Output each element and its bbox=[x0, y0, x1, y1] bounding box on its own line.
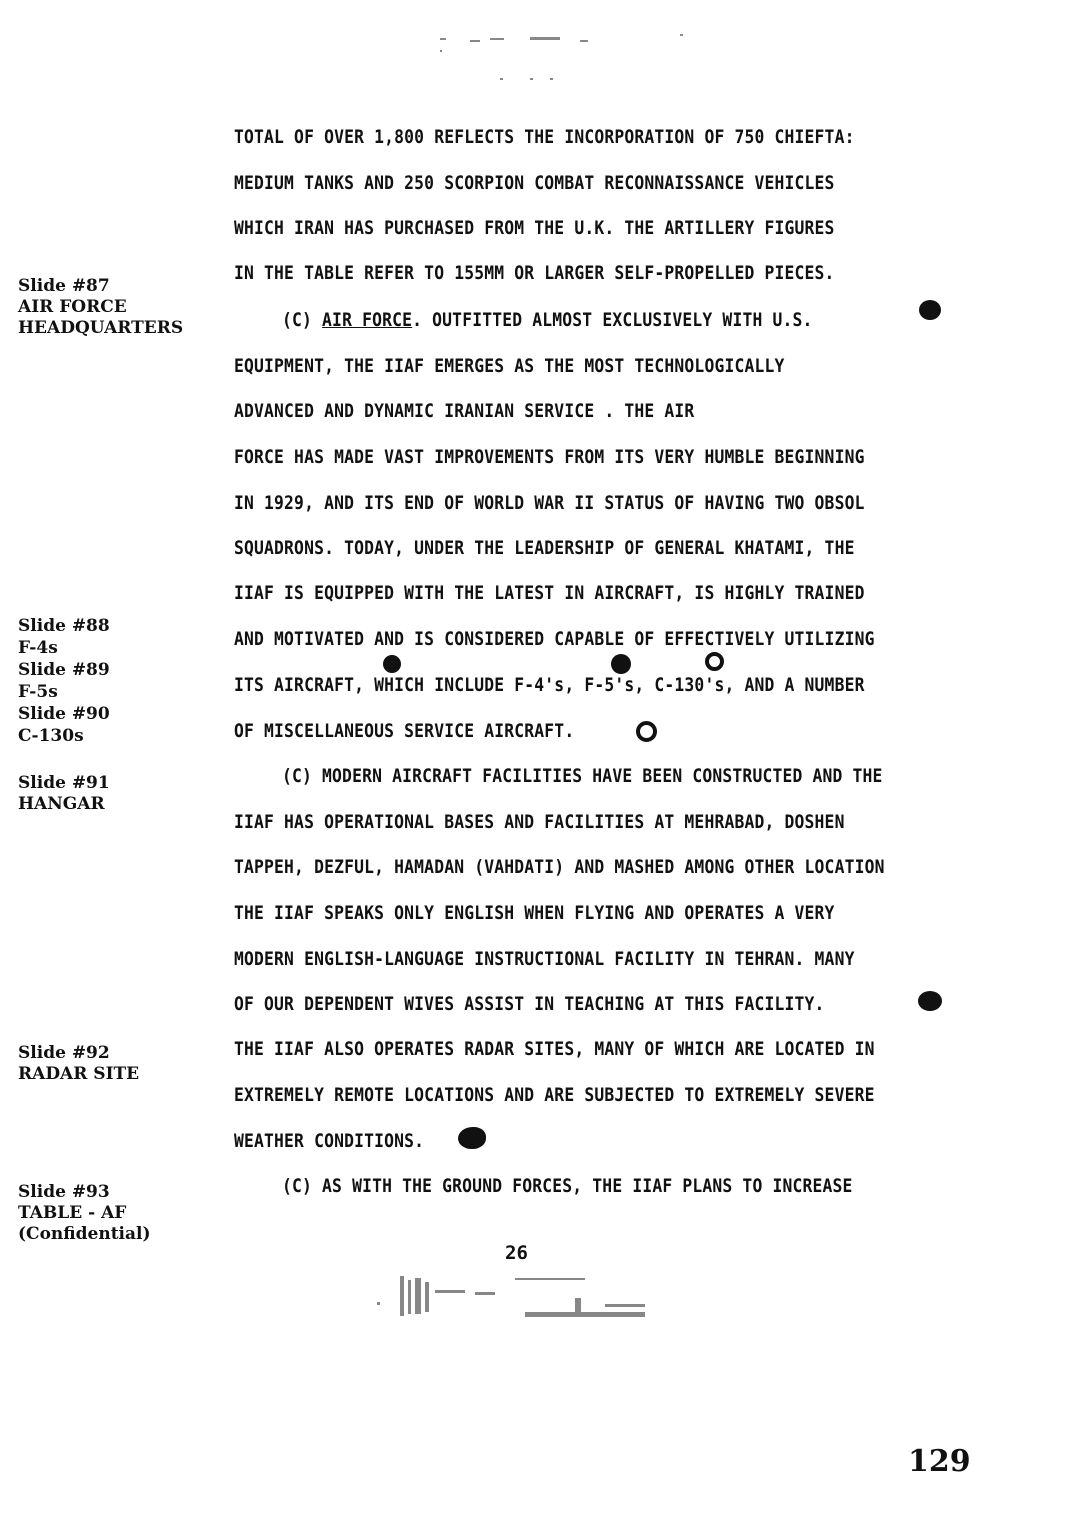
body-line: IIAF HAS OPERATIONAL BASES AND FACILITIES AT MEHRABAD, DOSHEN bbox=[234, 811, 845, 833]
margin-note-line: AIR FORCE bbox=[18, 297, 127, 317]
slide-cue-dot-icon bbox=[918, 991, 942, 1011]
body-line: ITS AIRCRAFT, WHICH INCLUDE F-4's, F-5's, C-130's, AND A NUMBER bbox=[234, 674, 865, 696]
margin-note-slide-91 bbox=[18, 773, 110, 815]
slide-cue-ring-icon bbox=[636, 721, 657, 742]
margin-note-line: HANGAR bbox=[18, 794, 105, 814]
margin-note-line: Slide #92 bbox=[18, 1043, 110, 1063]
margin-note-line: TABLE - AF bbox=[18, 1203, 127, 1223]
margin-note-line: Slide #91 bbox=[18, 773, 110, 793]
body-line: MODERN ENGLISH-LANGUAGE INSTRUCTIONAL FACILITY IN TEHRAN. MANY bbox=[234, 948, 855, 970]
para-classification: (C) bbox=[282, 309, 323, 331]
margin-note-slides-88-90 bbox=[18, 615, 110, 747]
margin-note-line: Slide #89 bbox=[18, 660, 110, 680]
page-number: 26 bbox=[505, 1242, 528, 1264]
margin-note-line: Slide #87 bbox=[18, 276, 110, 296]
slide-cue-dot-icon bbox=[383, 655, 401, 673]
slide-cue-ring-icon bbox=[705, 652, 724, 671]
body-line: OF OUR DEPENDENT WIVES ASSIST IN TEACHING AT THIS FACILITY. bbox=[234, 993, 825, 1015]
faded-stamp-icon bbox=[375, 1268, 665, 1328]
body-line: THE IIAF SPEAKS ONLY ENGLISH WHEN FLYING AND OPERATES A VERY bbox=[234, 902, 835, 924]
body-line: THE IIAF ALSO OPERATES RADAR SITES, MANY OF WHICH ARE LOCATED IN bbox=[234, 1038, 875, 1060]
body-line: MEDIUM TANKS AND 250 SCORPION COMBAT RECONNAISSANCE VEHICLES bbox=[234, 172, 835, 194]
margin-note-slide-92 bbox=[18, 1043, 139, 1085]
margin-note-line: Slide #88 bbox=[18, 616, 110, 636]
margin-note-line: (Confidential) bbox=[18, 1224, 151, 1244]
body-line: IN THE TABLE REFER TO 155MM OR LARGER SELF-PROPELLED PIECES. bbox=[234, 262, 835, 284]
margin-note-line: HEADQUARTERS bbox=[18, 318, 184, 338]
margin-note-line: F-4s bbox=[18, 638, 58, 658]
slide-cue-dot-icon bbox=[458, 1127, 486, 1149]
body-line: WHICH IRAN HAS PURCHASED FROM THE U.K. THE ARTILLERY FIGURES bbox=[234, 217, 835, 239]
body-line: EXTREMELY REMOTE LOCATIONS AND ARE SUBJECTED TO EXTREMELY SEVERE bbox=[234, 1084, 875, 1106]
body-line: SQUADRONS. TODAY, UNDER THE LEADERSHIP OF GENERAL KHATAMI, THE bbox=[234, 537, 855, 559]
margin-note-slide-87 bbox=[18, 276, 183, 339]
margin-note-line: Slide #90 bbox=[18, 704, 110, 724]
body-line: OF MISCELLANEOUS SERVICE AIRCRAFT. bbox=[234, 720, 575, 742]
body-line: TAPPEH, DEZFUL, HAMADAN (VAHDATI) AND MASHED AMONG OTHER LOCATION bbox=[234, 856, 885, 878]
body-line-air-force bbox=[282, 309, 813, 331]
slide-cue-dot-icon bbox=[611, 654, 631, 674]
slide-cue-dot-icon bbox=[919, 300, 941, 320]
margin-note-slide-93 bbox=[18, 1182, 151, 1245]
body-line: IN 1929, AND ITS END OF WORLD WAR II STATUS OF HAVING TWO OBSOL bbox=[234, 492, 865, 514]
body-line: ADVANCED AND DYNAMIC IRANIAN SERVICE . THE AIR bbox=[234, 400, 695, 422]
margin-note-line: C-130s bbox=[18, 726, 84, 746]
body-line: EQUIPMENT, THE IIAF EMERGES AS THE MOST TECHNOLOGICALLY bbox=[234, 355, 785, 377]
folio-number: 129 bbox=[908, 1444, 971, 1479]
margin-note-line: Slide #93 bbox=[18, 1182, 110, 1202]
body-line: FORCE HAS MADE VAST IMPROVEMENTS FROM ITS VERY HUMBLE BEGINNING bbox=[234, 446, 865, 468]
section-heading-air-force: AIR FORCE bbox=[322, 309, 413, 331]
body-line: (C) AS WITH THE GROUND FORCES, THE IIAF PLANS TO INCREASE bbox=[282, 1175, 853, 1197]
body-line: WEATHER CONDITIONS. bbox=[234, 1130, 425, 1152]
scan-artifact-top bbox=[430, 28, 690, 88]
body-line: AND MOTIVATED AND IS CONSIDERED CAPABLE OF EFFECTIVELY UTILIZING bbox=[234, 628, 875, 650]
body-line: TOTAL OF OVER 1,800 REFLECTS THE INCORPORATION OF 750 CHIEFTA: bbox=[234, 126, 855, 148]
body-line: IIAF IS EQUIPPED WITH THE LATEST IN AIRCRAFT, IS HIGHLY TRAINED bbox=[234, 582, 865, 604]
margin-note-line: F-5s bbox=[18, 682, 58, 702]
margin-note-line: RADAR SITE bbox=[18, 1064, 140, 1084]
body-text: . OUTFITTED ALMOST EXCLUSIVELY WITH U.S. bbox=[412, 309, 813, 331]
body-line: (C) MODERN AIRCRAFT FACILITIES HAVE BEEN CONSTRUCTED AND THE bbox=[282, 765, 883, 787]
